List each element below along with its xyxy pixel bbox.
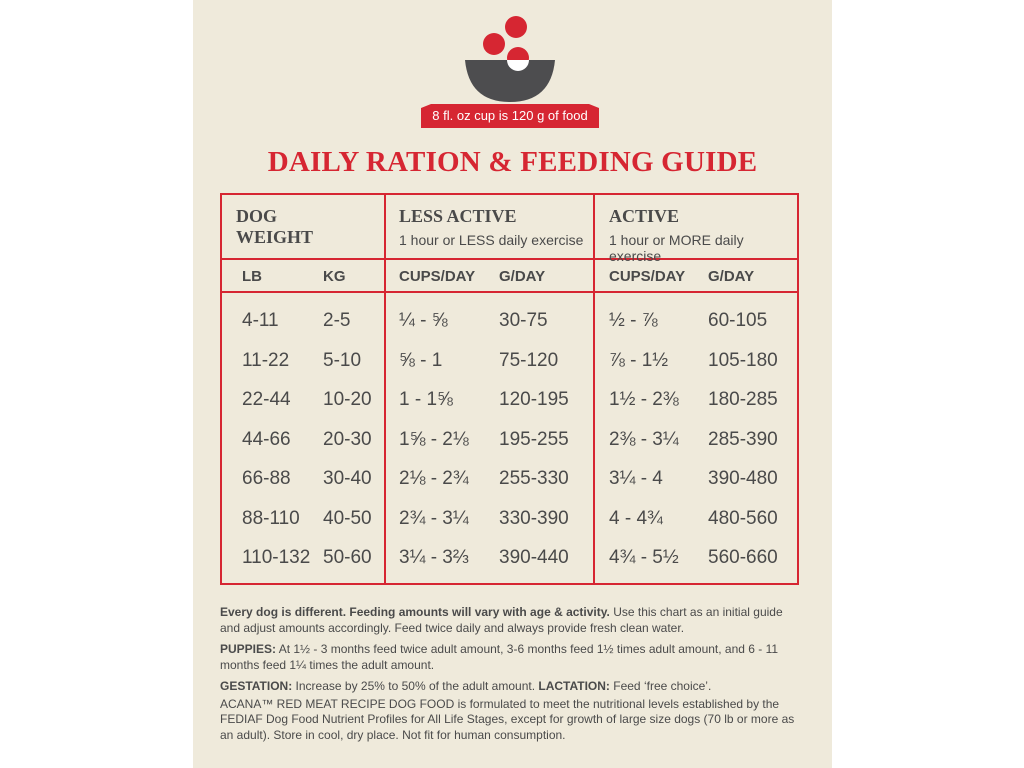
cell-cups-active: 2⅜ - 3¼ [609,428,679,450]
active-header: ACTIVE [609,206,680,226]
col-header-cups-active: CUPS/DAY [609,268,686,285]
cell-cups-active: ½ - ⅞ [609,310,658,331]
note-formulation: ACANA™ RED MEAT RECIPE DOG FOOD is formulated to meet the nutritional levels established by the FEDIAF Dog Food Nutrient Profiles for All Life Stages, except for growth of large size dogs (70 lb or more as an adult). Store in cool, dry place. Not fit for human consumption. [220,696,795,742]
note-text: Feed ‘free choice’. [609,679,712,693]
active-subtitle: 1 hour or MORE daily exercise [609,232,744,264]
cell-cups-active: 4 - 4¾ [609,507,663,529]
cell-cups-less: 2⅛ - 2¾ [399,468,469,489]
cell-lb: 44-66 [242,428,291,450]
note-text: Increase by 25% to 50% of the adult amount. [292,679,539,693]
note-gestation [220,679,800,695]
note-text: At 1½ - 3 months feed twice adult amount, 3-6 months feed 1½ times adult amount, and 6 - 11 months feed 1¼ times the adult amount. [220,642,779,672]
cell-grams-less: 330-390 [499,507,569,529]
cell-grams-active: 390-480 [708,468,778,489]
cell-lb: 88-110 [242,507,300,529]
cell-lb: 11-22 [242,349,290,371]
food-bowl-icon [463,14,557,104]
cup-size-text: 8 fl. oz cup is 120 g of food [432,108,588,123]
cell-kg: 20-30 [323,428,372,450]
cell-cups-less: 2¾ - 3¼ [399,507,469,529]
cell-grams-less: 255-330 [499,468,569,489]
column-divider [384,195,386,583]
cell-cups-active: 4¾ - 5½ [609,547,679,568]
note-bold: GESTATION: [220,679,293,693]
cell-cups-less: 1⅝ - 2⅛ [399,428,469,450]
cell-cups-active: 3¼ - 4 [609,468,663,489]
cell-grams-active: 285-390 [708,428,778,450]
cell-grams-active: 560-660 [708,547,778,568]
note-text: Use this chart as an initial guide and adjust amounts accordingly. Feed twice daily and always provide fresh clean water. [220,605,783,635]
cell-grams-active: 60-105 [708,310,768,331]
col-header-grams-active: G/DAY [708,268,755,285]
cell-grams-less: 75-120 [499,349,559,371]
dog-weight-header [236,206,313,248]
cell-grams-active: 180-285 [708,389,778,410]
feeding-notes [220,605,800,749]
page-title: DAILY RATION & FEEDING GUIDE [267,146,758,178]
cell-kg: 10-20 [323,389,372,410]
less-active-subtitle: 1 hour or LESS daily exercise [399,232,584,248]
cell-grams-less: 30-75 [499,310,548,331]
cell-grams-less: 195-255 [499,428,569,450]
feeding-table [220,193,799,585]
less-active-header: LESS ACTIVE [399,206,517,226]
cell-cups-active: 1½ - 2⅜ [609,389,679,410]
cell-kg: 40-50 [323,507,372,529]
header-line: DOG [236,206,278,226]
cell-lb: 110-132 [242,547,311,568]
cell-cups-less: ¼ - ⅝ [399,310,448,331]
col-header-cups-less: CUPS/DAY [399,268,476,285]
column-divider [593,195,595,583]
note-bold: PUPPIES: [220,642,277,656]
col-header-lb: LB [242,268,262,285]
cell-grams-less: 390-440 [499,547,569,568]
cell-cups-active: ⅞ - 1½ [609,349,669,371]
cell-cups-less: ⅝ - 1 [399,349,443,371]
header-line: WEIGHT [236,227,314,247]
cell-kg: 50-60 [323,547,372,568]
note-bold: Every dog is different. Feeding amounts will vary with age & activity. [220,605,610,619]
note-general [220,605,800,636]
cell-kg: 30-40 [323,468,372,489]
cell-kg: 2-5 [323,310,351,331]
col-header-kg: KG [323,268,346,285]
note-bold: LACTATION: [538,679,610,693]
col-header-grams-less: G/DAY [499,268,546,285]
note-puppies [220,642,800,673]
cell-lb: 66-88 [242,468,291,489]
cell-cups-less: 1 - 1⅝ [399,389,453,410]
cell-grams-less: 120-195 [499,389,569,410]
cell-grams-active: 105-180 [708,349,778,371]
cell-lb: 22-44 [242,389,291,410]
cell-grams-active: 480-560 [708,507,778,529]
header-divider [222,291,797,293]
cell-cups-less: 3¼ - 3⅔ [399,547,469,568]
cell-lb: 4-11 [242,310,279,331]
cell-kg: 5-10 [323,349,362,371]
